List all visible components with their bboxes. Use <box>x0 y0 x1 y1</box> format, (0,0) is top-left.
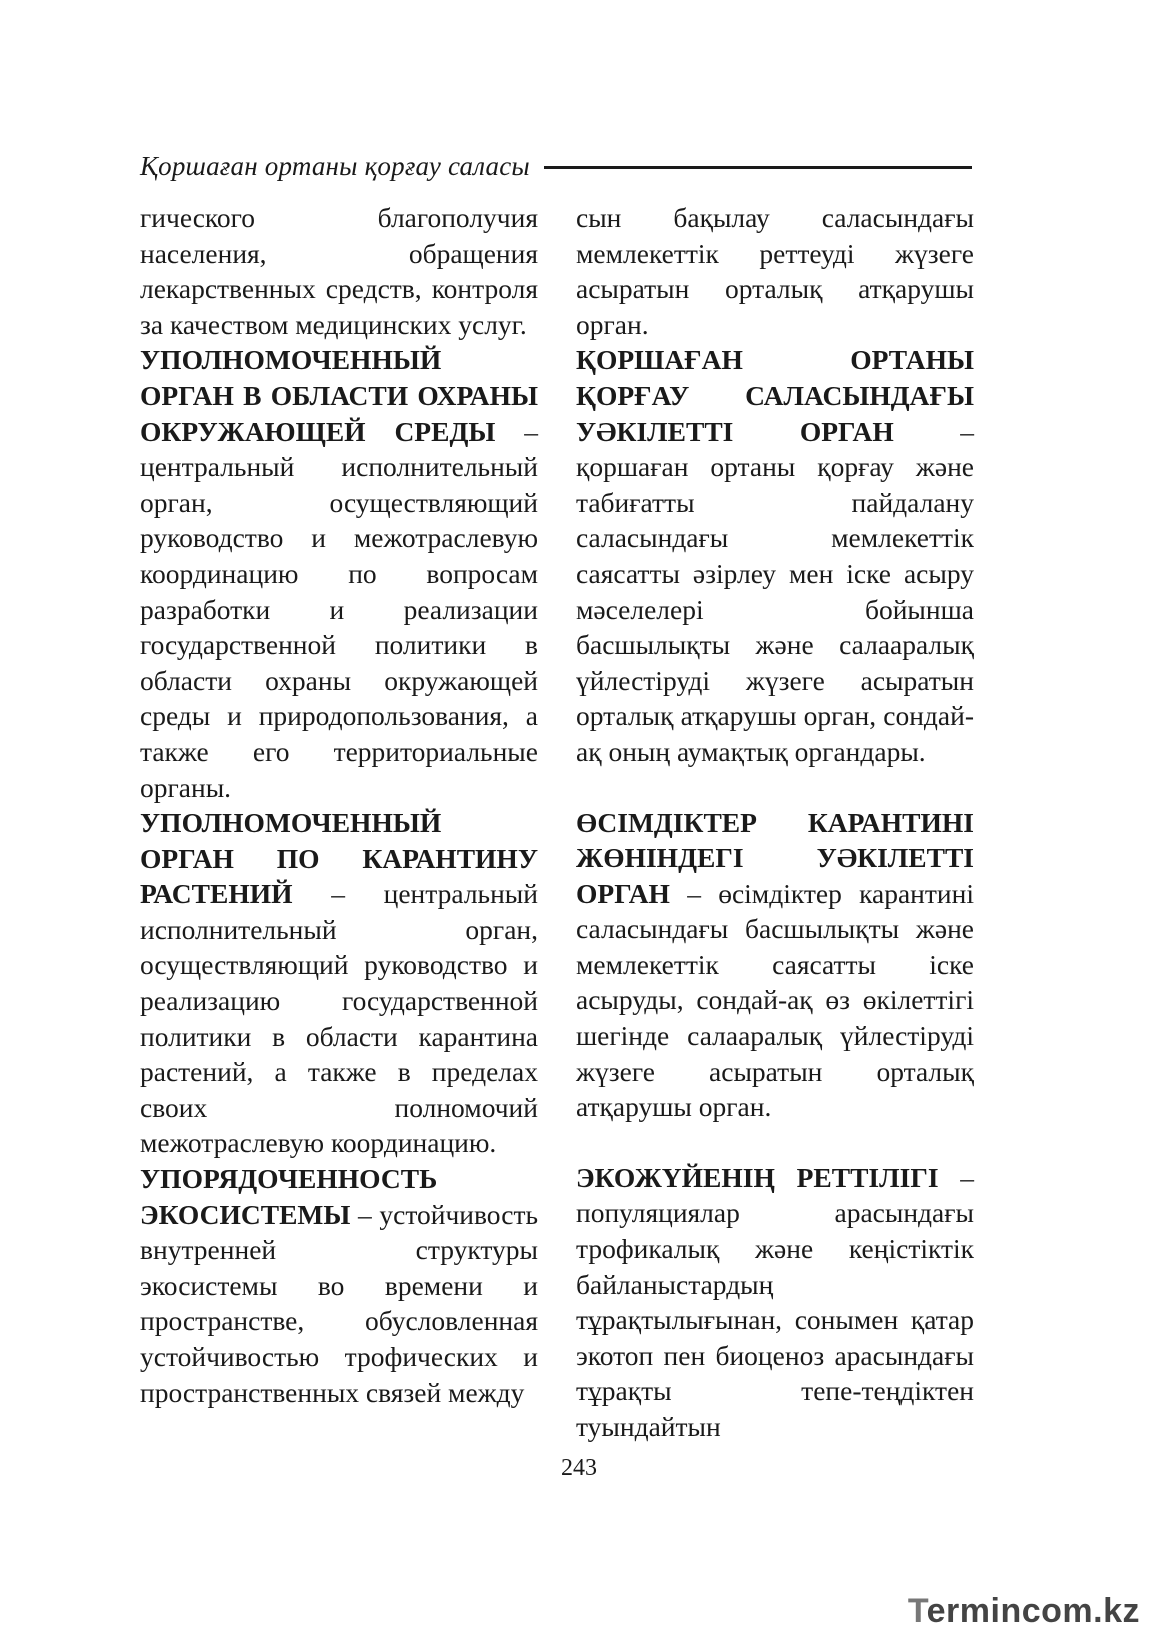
entry-term: УПОЛНОМОЧЕННЫЙ ОРГАН ПО КАРАНТИНУ РАСТЕНИЙ <box>140 807 538 910</box>
entry-text: – өсімдіктер карантині саласындағы басшылықты және мемлекеттік саясатты іске асыруды, сондай-ақ өз өкілеттігі шегінде салааралық үйлестіруді жүзеге асыратын орталық атқарушы орган. <box>576 877 974 1123</box>
entry-text: – устойчивость внутренней структуры экосистемы во времени и пространстве, обусловленная устойчивостью трофических и пространственных связей между <box>140 1198 538 1408</box>
entry-continuation <box>140 200 538 342</box>
entry-spacer <box>576 1125 974 1160</box>
entry-term: УПОРЯДОЧЕННОСТЬ ЭКОСИСТЕМЫ <box>140 1163 438 1230</box>
glossary-entry <box>576 1160 974 1445</box>
glossary-entry <box>140 805 538 1161</box>
entry-spacer <box>576 770 974 805</box>
watermark-logo <box>908 1592 1140 1631</box>
entry-text: гического благополучия населения, обращения лекарственных средств, контроля за качеством медицинских услуг. <box>140 202 538 340</box>
entry-term: УПОЛНОМОЧЕННЫЙ ОРГАН В ОБЛАСТИ ОХРАНЫ ОКРУЖАЮЩЕЙ СРЕДЫ <box>140 344 538 447</box>
header-rule <box>544 166 972 169</box>
glossary-entry <box>140 1161 538 1410</box>
glossary-entry <box>576 342 974 769</box>
glossary-entry <box>140 342 538 805</box>
entry-text: – популяциялар арасындағы трофикалық және кеңістіктік байланыстардың тұрақтылығынан, сонымен қатар экотоп пен биоценоз арасындағы тұрақты тепе-теңдіктен туындайтын <box>576 1161 975 1442</box>
glossary-entry <box>576 805 974 1125</box>
left-column <box>140 200 538 1410</box>
entry-text: – центральный исполнительный орган, осуществляющий руководство и межотраслевую координацию по вопросам разработки и реализации государственной политики в области охраны окружающей среды и природопользования, а также его территориальные органы. <box>140 415 538 803</box>
running-header-title: Қоршаған ортаны қорғау саласы <box>140 150 530 181</box>
watermark-prefix: T <box>907 1592 927 1630</box>
entry-term: ҚОРШАҒАН ОРТАНЫ ҚОРҒАУ САЛАСЫНДАҒЫ УӘКІЛЕТТІ ОРГАН <box>576 344 974 447</box>
entry-term: ЭКОЖҮЙЕНІҢ РЕТТІЛІГІ <box>576 1161 939 1193</box>
entry-continuation <box>576 200 974 342</box>
right-column <box>576 200 974 1445</box>
entry-text: – қоршаған ортаны қорғау және табиғатты пайдалану саласындағы мемлекеттік саясатты әзірлеу мен іске асыру мәселелері бойынша басшылықты және салааралық үйлестіруді жүзеге асыратын орталық атқарушы орган, сондай-ақ оның аумақтық органдары. <box>576 415 974 767</box>
running-header <box>140 146 972 186</box>
entry-term: ӨСІМДІКТЕР КАРАНТИНІ ЖӨНІНДЕГІ УӘКІЛЕТТІ ОРГАН <box>576 806 974 909</box>
entry-text: сын бақылау саласындағы мемлекеттік реттеуді жүзеге асыратын орталық атқарушы орган. <box>576 202 974 340</box>
watermark-text: ermincom.kz <box>926 1592 1140 1630</box>
page-number: 243 <box>561 1455 597 1481</box>
entry-text: – центральный исполнительный орган, осуществляющий руководство и реализацию государственной политики в области карантина растений, а также в пределах своих полномочий межотраслевую координацию. <box>140 878 538 1159</box>
